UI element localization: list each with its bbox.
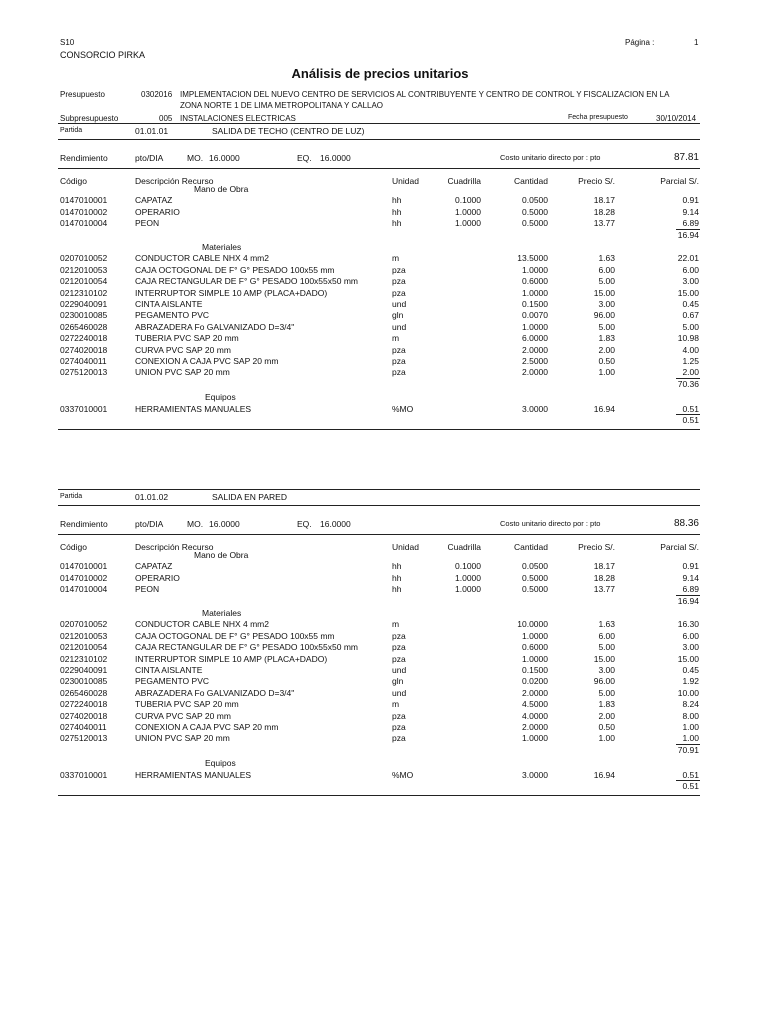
row-precio: 3.00 — [598, 665, 615, 675]
row-codigo: 0265460028 — [60, 321, 108, 332]
partida-label: Partida — [60, 493, 83, 500]
row-precio: 2.00 — [598, 344, 615, 355]
row-precio: 0.50 — [598, 722, 615, 732]
row-descripcion: UNION PVC SAP 20 mm — [135, 733, 230, 744]
group-equipos: Equipos — [205, 758, 236, 769]
row-codigo: 0212310102 — [60, 287, 108, 298]
row-precio: 18.28 — [593, 206, 615, 217]
row-descripcion: HERRAMIENTAS MANUALES — [135, 403, 252, 414]
row-cuadrilla: 1.0000 — [455, 218, 481, 229]
row-precio: 5.00 — [598, 642, 615, 653]
row-codigo: 0207010052 — [60, 619, 108, 630]
row-descripcion: CURVA PVC SAP 20 mm — [135, 710, 231, 721]
fecha-label: Fecha presupuesto — [568, 114, 628, 121]
row-descripcion: CAJA RECTANGULAR DE F° G° PESADO 100x55x50 mm — [135, 642, 358, 653]
row-codigo: 0275120013 — [60, 733, 108, 744]
row-precio: 1.83 — [598, 699, 615, 710]
col-parcial: Parcial S/. — [660, 176, 699, 186]
row-codigo: 0212010053 — [60, 264, 108, 275]
row-descripcion: CONEXION A CAJA PVC SAP 20 mm — [135, 722, 279, 732]
row-descripcion: ABRAZADERA Fo GALVANIZADO D=3/4" — [135, 321, 295, 332]
row-parcial: 1.25 — [682, 356, 699, 366]
row-codigo: 0272240018 — [60, 333, 108, 344]
presupuesto-label: Presupuesto — [60, 90, 105, 99]
row-parcial: 5.00 — [682, 321, 699, 332]
row-cantidad: 6.0000 — [522, 333, 548, 344]
group-subtotal: 16.94 — [677, 595, 699, 606]
row-codigo: 0337010001 — [60, 403, 108, 414]
row-cantidad: 1.0000 — [522, 733, 548, 744]
row-precio: 15.00 — [593, 287, 615, 298]
row-cantidad: 2.0000 — [522, 367, 548, 378]
row-unidad: pza — [392, 733, 406, 744]
partida-description: SALIDA DE TECHO (CENTRO DE LUZ) — [212, 126, 365, 136]
col-cuadrilla: Cuadrilla — [447, 176, 481, 186]
partida-divider — [58, 505, 700, 506]
row-descripcion: OPERARIO — [135, 206, 180, 217]
row-precio: 16.94 — [593, 403, 615, 414]
presupuesto-code: 0302016 — [141, 90, 173, 99]
row-cantidad: 1.0000 — [522, 653, 548, 664]
row-codigo: 0212010054 — [60, 642, 108, 653]
group-materiales: Materiales — [202, 242, 242, 252]
row-parcial: 0.51 — [682, 769, 699, 780]
row-parcial: 0.45 — [682, 299, 699, 309]
presupuesto-desc-line1: IMPLEMENTACION DEL NUEVO CENTRO DE SERVICIOS AL CONTRIBUYENTE Y CENTRO DE CONTROL Y FISCALIZACION EN LA — [180, 90, 670, 99]
row-unidad: m — [392, 619, 400, 630]
row-cantidad: 0.5000 — [522, 584, 548, 595]
group-subtotal: 70.91 — [677, 744, 699, 755]
row-unidad: m — [392, 253, 400, 264]
row-parcial: 0.67 — [682, 310, 699, 321]
row-codigo: 0147010002 — [60, 206, 108, 217]
row-descripcion: CURVA PVC SAP 20 mm — [135, 344, 231, 355]
row-precio: 5.00 — [598, 687, 615, 698]
page-label: Página : — [625, 38, 655, 47]
row-parcial: 0.45 — [682, 665, 699, 675]
row-cuadrilla: 1.0000 — [455, 572, 481, 583]
row-parcial: 6.00 — [682, 630, 699, 641]
row-codigo: 0272240018 — [60, 699, 108, 710]
col-cantidad: Cantidad — [513, 176, 548, 186]
row-cantidad: 0.5000 — [522, 572, 548, 583]
row-parcial: 6.89 — [682, 218, 699, 229]
row-cantidad: 0.5000 — [522, 206, 548, 217]
row-codigo: 0274040011 — [60, 356, 107, 366]
row-codigo: 0230010085 — [60, 310, 108, 321]
row-cantidad: 0.5000 — [522, 218, 548, 229]
col-cantidad: Cantidad — [513, 542, 548, 552]
row-precio: 6.00 — [598, 630, 615, 641]
row-unidad: pza — [392, 642, 406, 653]
row-descripcion: CONEXION A CAJA PVC SAP 20 mm — [135, 356, 279, 366]
row-unidad: gln — [392, 310, 404, 321]
columns-divider — [58, 534, 700, 535]
row-cantidad: 0.0500 — [522, 195, 548, 206]
row-cantidad: 2.5000 — [522, 356, 548, 366]
row-unidad: %MO — [392, 769, 414, 780]
costo-label: Costo unitario directo por : pto — [500, 153, 601, 162]
row-precio: 96.00 — [593, 676, 615, 687]
row-parcial: 9.14 — [682, 206, 699, 217]
row-descripcion: PEON — [135, 218, 160, 229]
row-cantidad: 2.0000 — [522, 344, 548, 355]
group-subtotal: 70.36 — [677, 378, 699, 389]
partida-divider — [58, 139, 700, 140]
row-cuadrilla: 1.0000 — [455, 584, 481, 595]
row-codigo: 0230010085 — [60, 676, 108, 687]
row-codigo: 0147010004 — [60, 218, 108, 229]
row-codigo: 0337010001 — [60, 769, 108, 780]
row-unidad: gln — [392, 676, 404, 687]
row-descripcion: TUBERIA PVC SAP 20 mm — [135, 699, 239, 710]
costo-value: 87.81 — [673, 152, 699, 163]
row-descripcion: UNION PVC SAP 20 mm — [135, 367, 230, 378]
col-codigo: Código — [60, 542, 87, 552]
row-parcial: 8.24 — [682, 699, 699, 710]
row-descripcion: CINTA AISLANTE — [135, 299, 203, 309]
row-cantidad: 0.1500 — [522, 665, 548, 675]
row-precio: 5.00 — [598, 276, 615, 287]
row-parcial: 15.00 — [677, 653, 699, 664]
row-precio: 2.00 — [598, 710, 615, 721]
row-codigo: 0212010053 — [60, 630, 108, 641]
row-cuadrilla: 1.0000 — [455, 206, 481, 217]
row-cantidad: 2.0000 — [522, 687, 548, 698]
row-codigo: 0274020018 — [60, 344, 108, 355]
row-parcial: 6.89 — [682, 584, 699, 595]
row-precio: 13.77 — [593, 584, 615, 595]
row-unidad: und — [392, 665, 407, 675]
row-descripcion: CAJA OCTOGONAL DE F° G° PESADO 100x55 mm — [135, 264, 335, 275]
row-unidad: pza — [392, 276, 406, 287]
row-parcial: 9.14 — [682, 572, 699, 583]
subpresupuesto-label: Subpresupuesto — [60, 114, 119, 123]
row-parcial: 16.30 — [677, 619, 699, 630]
columns-divider — [58, 168, 700, 169]
row-descripcion: CAPATAZ — [135, 195, 173, 206]
eq-value: 16.0000 — [320, 153, 351, 163]
row-unidad: pza — [392, 653, 406, 664]
row-codigo: 0265460028 — [60, 687, 108, 698]
row-descripcion: PEGAMENTO PVC — [135, 310, 209, 321]
row-parcial: 3.00 — [682, 642, 699, 653]
costo-value: 88.36 — [673, 518, 699, 529]
col-codigo: Código — [60, 176, 87, 186]
row-cantidad: 1.0000 — [522, 630, 548, 641]
row-cantidad: 13.5000 — [517, 253, 548, 264]
row-unidad: hh — [392, 584, 402, 595]
col-precio: Precio S/. — [578, 176, 615, 186]
subpresupuesto-desc: INSTALACIONES ELECTRICAS — [180, 114, 296, 123]
row-codigo: 0147010002 — [60, 572, 108, 583]
row-parcial: 6.00 — [682, 264, 699, 275]
row-precio: 0.50 — [598, 356, 615, 366]
col-precio: Precio S/. — [578, 542, 615, 552]
row-precio: 1.00 — [598, 367, 615, 378]
row-precio: 18.17 — [593, 561, 615, 572]
row-parcial: 10.98 — [677, 333, 699, 344]
row-parcial: 1.92 — [682, 676, 699, 687]
page-number: 1 — [694, 38, 699, 47]
row-precio: 5.00 — [598, 321, 615, 332]
row-descripcion: CONDUCTOR CABLE NHX 4 mm2 — [135, 253, 269, 264]
row-cantidad: 0.0500 — [522, 561, 548, 572]
partida-bottom-divider — [58, 795, 700, 796]
row-descripcion: CONDUCTOR CABLE NHX 4 mm2 — [135, 619, 269, 630]
subpresupuesto-code: 005 — [159, 114, 173, 123]
row-parcial: 8.00 — [682, 710, 699, 721]
row-codigo: 0274020018 — [60, 710, 108, 721]
eq-value: 16.0000 — [320, 519, 351, 529]
row-codigo: 0229040091 — [60, 665, 108, 675]
row-descripcion: CINTA AISLANTE — [135, 665, 203, 675]
row-codigo: 0275120013 — [60, 367, 108, 378]
row-descripcion: CAPATAZ — [135, 561, 173, 572]
row-parcial: 1.00 — [682, 733, 699, 744]
presupuesto-desc-line2: ZONA NORTE 1 DE LIMA METROPOLITANA Y CALLAO — [180, 101, 384, 110]
row-cuadrilla: 0.1000 — [455, 561, 481, 572]
row-parcial: 3.00 — [682, 276, 699, 287]
col-unidad: Unidad — [392, 542, 419, 552]
partida-bottom-divider — [58, 429, 700, 430]
partida-label: Partida — [60, 127, 83, 134]
group-materiales: Materiales — [202, 608, 242, 618]
row-precio: 16.94 — [593, 769, 615, 780]
row-codigo: 0147010004 — [60, 584, 108, 595]
mo-value: 16.0000 — [209, 519, 240, 529]
row-precio: 13.77 — [593, 218, 615, 229]
eq-label: EQ. — [297, 153, 312, 163]
row-cantidad: 0.1500 — [522, 299, 548, 309]
row-descripcion: OPERARIO — [135, 572, 180, 583]
partida-description: SALIDA EN PARED — [212, 492, 287, 502]
row-cantidad: 10.0000 — [517, 619, 548, 630]
row-unidad: pza — [392, 710, 406, 721]
row-parcial: 2.00 — [682, 367, 699, 378]
row-descripcion: TUBERIA PVC SAP 20 mm — [135, 333, 239, 344]
row-descripcion: INTERRUPTOR SIMPLE 10 AMP (PLACA+DADO) — [135, 287, 328, 298]
row-codigo: 0274040011 — [60, 722, 107, 732]
company-name: CONSORCIO PIRKA — [60, 50, 146, 60]
row-unidad: pza — [392, 344, 406, 355]
group-mano-de-obra: Mano de Obra — [194, 184, 249, 194]
row-codigo: 0212010054 — [60, 276, 108, 287]
row-precio: 3.00 — [598, 299, 615, 309]
row-unidad: und — [392, 687, 407, 698]
row-cantidad: 4.0000 — [522, 710, 548, 721]
row-unidad: pza — [392, 722, 406, 732]
fecha-value: 30/10/2014 — [656, 114, 697, 123]
partida-top-divider — [58, 489, 700, 490]
row-cantidad: 2.0000 — [522, 722, 548, 732]
row-unidad: %MO — [392, 403, 414, 414]
rendimiento-unit: pto/DIA — [135, 519, 164, 529]
row-cantidad: 1.0000 — [522, 264, 548, 275]
group-subtotal: 0.51 — [682, 415, 699, 425]
costo-label: Costo unitario directo por : pto — [500, 519, 601, 528]
row-precio: 1.83 — [598, 333, 615, 344]
row-cantidad: 0.6000 — [522, 642, 548, 653]
report-title: Análisis de precios unitarios — [291, 66, 469, 81]
row-descripcion: CAJA OCTOGONAL DE F° G° PESADO 100x55 mm — [135, 630, 335, 641]
row-codigo: 0212310102 — [60, 653, 108, 664]
row-unidad: m — [392, 333, 400, 344]
row-precio: 1.63 — [598, 253, 615, 264]
mo-label: MO. — [187, 153, 204, 163]
row-descripcion: ABRAZADERA Fo GALVANIZADO D=3/4" — [135, 687, 295, 698]
row-parcial: 1.00 — [682, 722, 699, 732]
row-unidad: pza — [392, 356, 406, 366]
group-subtotal: 16.94 — [677, 229, 699, 240]
row-unidad: pza — [392, 367, 406, 378]
row-cantidad: 3.0000 — [522, 769, 548, 780]
col-descripcion: Descripción Recurso — [135, 542, 214, 552]
report-code: S10 — [60, 38, 75, 47]
row-cantidad: 1.0000 — [522, 321, 548, 332]
partida-code: 01.01.01 — [135, 126, 169, 136]
row-unidad: m — [392, 699, 400, 710]
col-parcial: Parcial S/. — [660, 542, 699, 552]
row-cantidad: 0.6000 — [522, 276, 548, 287]
row-unidad: hh — [392, 206, 402, 217]
row-cantidad: 1.0000 — [522, 287, 548, 298]
row-parcial: 0.91 — [682, 561, 699, 572]
col-descripcion: Descripción Recurso — [135, 176, 214, 186]
rendimiento-label: Rendimiento — [60, 153, 108, 163]
row-precio: 96.00 — [593, 310, 615, 321]
row-precio: 1.00 — [598, 733, 615, 744]
row-cantidad: 0.0070 — [522, 310, 548, 321]
row-precio: 18.28 — [593, 572, 615, 583]
row-descripcion: HERRAMIENTAS MANUALES — [135, 769, 252, 780]
row-unidad: hh — [392, 561, 402, 572]
row-unidad: und — [392, 321, 407, 332]
row-descripcion: CAJA RECTANGULAR DE F° G° PESADO 100x55x50 mm — [135, 276, 358, 287]
row-codigo: 0147010001 — [60, 195, 108, 206]
eq-label: EQ. — [297, 519, 312, 529]
group-subtotal: 0.51 — [682, 781, 699, 791]
partida-code: 01.01.02 — [135, 492, 169, 502]
row-parcial: 15.00 — [677, 287, 699, 298]
row-parcial: 22.01 — [677, 253, 699, 264]
row-parcial: 4.00 — [682, 344, 699, 355]
row-unidad: pza — [392, 264, 406, 275]
row-codigo: 0207010052 — [60, 253, 108, 264]
row-descripcion: PEON — [135, 584, 160, 595]
row-unidad: pza — [392, 287, 406, 298]
row-cantidad: 3.0000 — [522, 403, 548, 414]
row-unidad: hh — [392, 218, 402, 229]
row-codigo: 0147010001 — [60, 561, 108, 572]
row-cantidad: 4.5000 — [522, 699, 548, 710]
mo-value: 16.0000 — [209, 153, 240, 163]
row-parcial: 0.51 — [682, 403, 699, 414]
group-mano-de-obra: Mano de Obra — [194, 550, 249, 560]
row-precio: 15.00 — [593, 653, 615, 664]
row-precio: 18.17 — [593, 195, 615, 206]
row-cuadrilla: 0.1000 — [455, 195, 481, 206]
partida-top-divider — [58, 123, 700, 124]
row-cantidad: 0.0200 — [522, 676, 548, 687]
row-parcial: 0.91 — [682, 195, 699, 206]
row-unidad: pza — [392, 630, 406, 641]
row-precio: 1.63 — [598, 619, 615, 630]
rendimiento-label: Rendimiento — [60, 519, 108, 529]
col-cuadrilla: Cuadrilla — [447, 542, 481, 552]
row-unidad: hh — [392, 572, 402, 583]
row-descripcion: INTERRUPTOR SIMPLE 10 AMP (PLACA+DADO) — [135, 653, 328, 664]
row-unidad: hh — [392, 195, 402, 206]
row-parcial: 10.00 — [677, 687, 699, 698]
row-unidad: und — [392, 299, 407, 309]
row-precio: 6.00 — [598, 264, 615, 275]
row-codigo: 0229040091 — [60, 299, 108, 309]
mo-label: MO. — [187, 519, 204, 529]
row-descripcion: PEGAMENTO PVC — [135, 676, 209, 687]
col-unidad: Unidad — [392, 176, 419, 186]
rendimiento-unit: pto/DIA — [135, 153, 164, 163]
group-equipos: Equipos — [205, 392, 236, 403]
